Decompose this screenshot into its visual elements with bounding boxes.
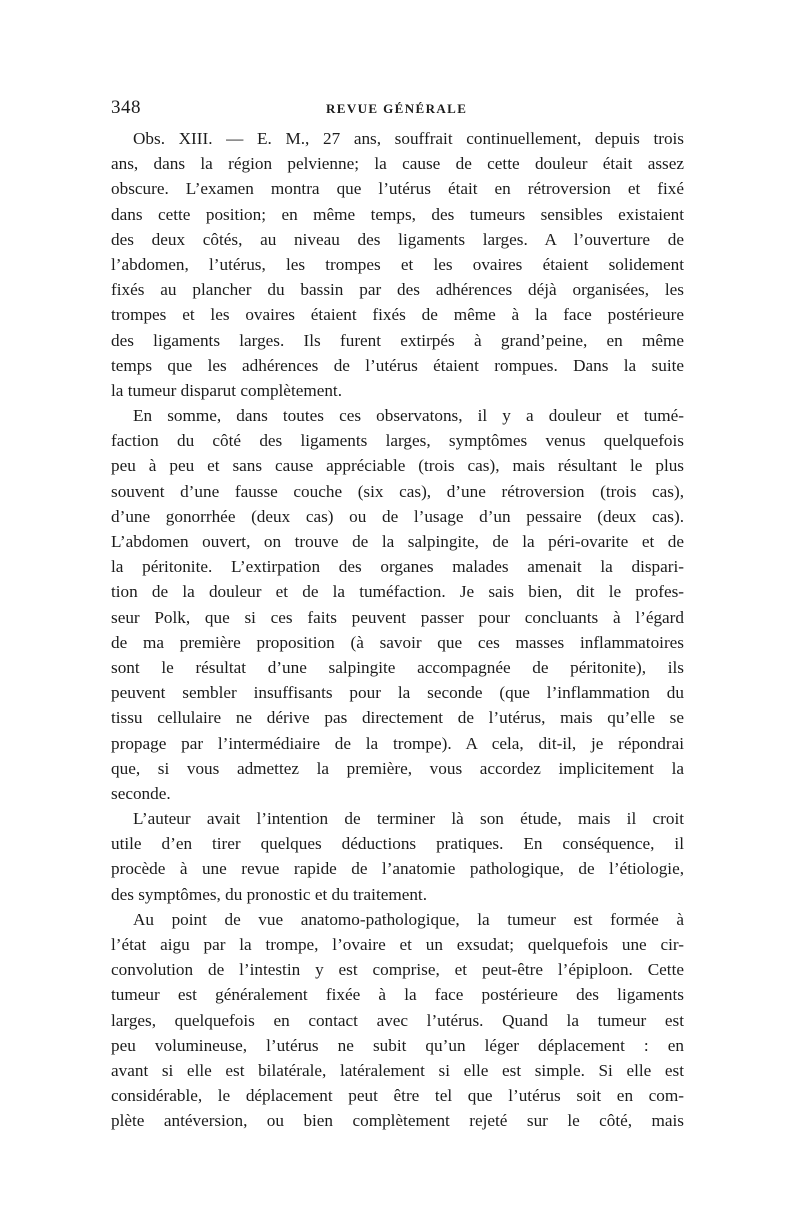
text-line: tissu cellulaire ne dérive pas directement de l’utérus, mais qu’elle se xyxy=(111,708,684,728)
text-line: utile d’en tirer quelques déductions pratiques. En conséquence, il xyxy=(111,834,684,854)
text-line: souvent d’une fausse couche (six cas), d’une rétroversion (trois cas), xyxy=(111,481,684,501)
running-title: REVUE GÉNÉRALE xyxy=(326,101,468,116)
text-line: L’auteur avait l’intention de terminer là son étude, mais il croit xyxy=(133,809,684,829)
text-line: procède à une revue rapide de l’anatomie pathologique, de l’étiologie, xyxy=(111,859,684,879)
text-line: que, si vous admettez la première, vous accordez implicitement la xyxy=(111,758,684,778)
text-line: seconde. xyxy=(111,783,171,803)
text-line: plète antéversion, ou bien complètement rejeté sur le côté, mais xyxy=(111,1111,684,1131)
text-line: obscure. L’examen montra que l’utérus était en rétroversion et fixé xyxy=(111,179,684,199)
text-line: avant si elle est bilatérale, latéralement si elle est simple. Si elle est xyxy=(111,1060,684,1080)
text-line: considérable, le déplacement peut être tel que l’utérus soit en com- xyxy=(111,1086,684,1106)
text-line: Obs. XIII. — E. M., 27 ans, souffrait continuellement, depuis trois xyxy=(133,129,684,148)
text-line: des symptômes, du pronostic et du traitement. xyxy=(111,884,428,904)
text-line: larges, quelquefois en contact avec l’utérus. Quand la tumeur est xyxy=(111,1010,684,1030)
text-line: faction du côté des ligaments larges, symptômes venus quelquefois xyxy=(111,431,684,451)
text-line: l’état aigu par la trompe, l’ovaire et un exsudat; quelquefois une cir- xyxy=(111,935,684,954)
text-line: la tumeur disparut complètement. xyxy=(111,380,343,400)
text-line: peu volumineuse, l’utérus ne subit qu’un léger déplacement : en xyxy=(111,1035,684,1055)
text-line: propage par l’intermédiaire de la trompe). A cela, dit-il, je répondrai xyxy=(111,733,684,753)
page-number: 348 xyxy=(111,97,141,118)
text-line: fixés au plancher du bassin par des adhérences déjà organisées, les xyxy=(111,280,684,300)
text-line: tumeur est généralement fixée à la face postérieure des ligaments xyxy=(111,985,684,1005)
text-line: sont le résultat d’une salpingite accompagnée de péritonite), ils xyxy=(111,657,684,677)
text-line: d’une gonorrhée (deux cas) ou de l’usage d’un pessaire (deux cas). xyxy=(111,506,684,526)
body-text xyxy=(111,126,684,1134)
text-line: ans, dans la région pelvienne; la cause de cette douleur était assez xyxy=(111,154,684,174)
text-line: tion de la douleur et de la tuméfaction. Je sais bien, dit le profes- xyxy=(111,582,684,602)
text-line: trompes et les ovaires étaient fixés de même à la face postérieure xyxy=(111,305,684,325)
text-line: temps que les adhérences de l’utérus étaient rompues. Dans la suite xyxy=(111,355,684,375)
text-line: des deux côtés, au niveau des ligaments larges. A l’ouverture de xyxy=(111,229,684,249)
text-line: Au point de vue anatomo-pathologique, la tumeur est formée à xyxy=(133,909,684,929)
text-line: convolution de l’intestin y est comprise, et peut-être l’épiploon. Cette xyxy=(111,960,684,980)
page-header xyxy=(111,97,684,121)
text-line: la péritonite. L’extirpation des organes malades amenait la dispari- xyxy=(111,557,684,577)
text-line: peuvent sembler insuffisants pour la seconde (que l’inflammation du xyxy=(111,683,684,703)
text-line: L’abdomen ouvert, on trouve de la salpingite, de la péri-ovarite et de xyxy=(111,532,684,551)
text-line: l’abdomen, l’utérus, les trompes et les ovaires étaient solidement xyxy=(111,254,684,274)
text-line: des ligaments larges. Ils furent extirpés à grand’peine, en même xyxy=(111,330,684,350)
text-line: de ma première proposition (à savoir que ces masses inflammatoires xyxy=(111,632,684,652)
text-line: peu à peu et sans cause appréciable (trois cas), mais résultant le plus xyxy=(111,456,684,476)
text-line: seur Polk, que si ces faits peuvent passer pour concluants à l’égard xyxy=(111,607,684,627)
text-line: dans cette position; en même temps, des tumeurs sensibles existaient xyxy=(111,204,684,224)
text-line: En somme, dans toutes ces observatons, il y a douleur et tumé- xyxy=(133,406,684,426)
